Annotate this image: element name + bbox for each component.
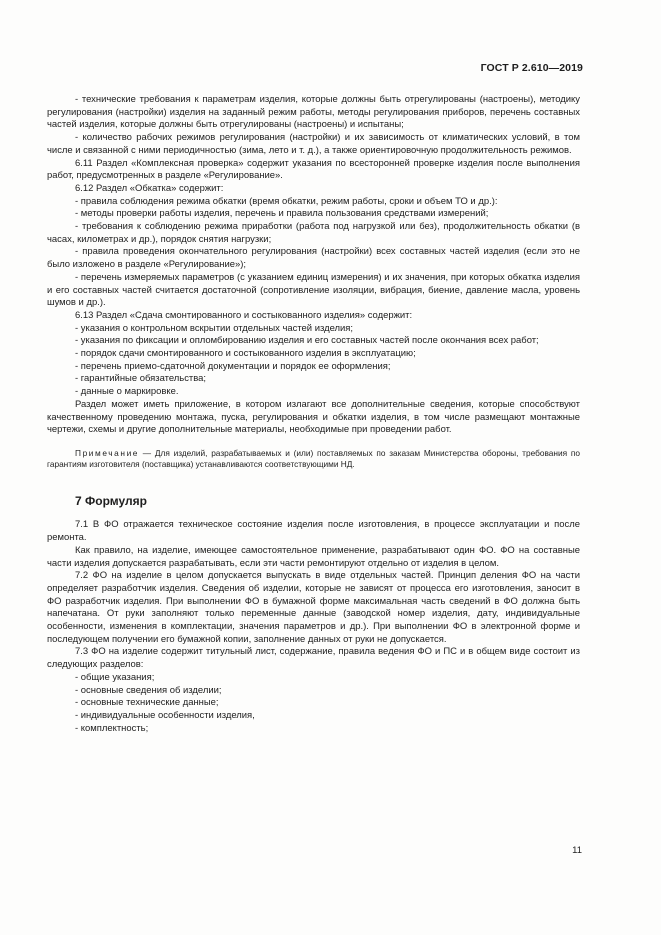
list-item: - индивидуальные особенности изделия, bbox=[75, 709, 255, 721]
section-title: 7 Формуляр bbox=[75, 494, 147, 509]
list-item: - правила проведения окончательного регулирования (настройки) всех составных частей изделия (если это не было изложено в разделе «Регулирование»); bbox=[47, 246, 580, 271]
list-item: - правила соблюдения режима обкатки (время обкатки, режим работы, сроки и объем ТО и др.): bbox=[75, 195, 498, 207]
clause-6-12: 6.12 Раздел «Обкатка» содержит: bbox=[75, 182, 224, 194]
list-item: - требования к соблюдению режима приработки (работа под нагрузкой или без), продолжительность обкатки (в часах, километрах и др.), порядок снятия нагрузки; bbox=[47, 221, 580, 245]
list-item: - перечень приемо-сдаточной документации и порядок ее оформления; bbox=[75, 360, 391, 372]
list-item: - гарантийные обязательства; bbox=[75, 373, 207, 385]
list-item: - комплектность; bbox=[75, 722, 149, 734]
list-item: - количество рабочих режимов регулирования (настройки) и их зависимость от климатических условий, в том числе и связанной с ними периодичностью (зима, лето и т. д.), а также ориентировочную продолжительность режимов. bbox=[47, 132, 580, 156]
note-label: Примечание bbox=[75, 447, 140, 458]
clause-6-11: 6.11 Раздел «Комплексная проверка» содержит указания по всесторонней проверке изделия после выполнения работ, предусмотренных в разделе «Регулирование». bbox=[47, 157, 580, 182]
note-text: — Для изделий, разрабатываемых и (или) поставляемых по заказам Министерства обороны, требования по гарантиям изготовителя (поставщика) устанавливаются соответствующими НД. bbox=[47, 447, 580, 470]
clause-7-1: 7.1 В ФО отражается техническое состояние изделия после изготовления, в процессе эксплуатации и после ремонта. bbox=[47, 519, 580, 544]
document-header: ГОСТ Р 2.610—2019 bbox=[480, 62, 583, 74]
page-body bbox=[47, 94, 580, 735]
list-item: - общие указания; bbox=[75, 671, 155, 683]
list-item: - указания по фиксации и опломбированию изделия и его составных частей после окончания всех работ; bbox=[75, 335, 539, 347]
list-item: - основные сведения об изделии; bbox=[75, 684, 222, 696]
list-item: - указания о контрольном вскрытии отдельных частей изделия; bbox=[75, 322, 354, 334]
list-item: - данные о маркировке. bbox=[75, 386, 179, 398]
clause-7-3: 7.3 ФО на изделие содержит титульный лист, содержание, правила ведения ФО и ПС и в общем виде состоит из следующих разделов: bbox=[47, 646, 580, 671]
paragraph: Как правило, на изделие, имеющее самостоятельное применение, разрабатывают один ФО. ФО на составные части изделия допускается разрабатывать, если эти части ремонтируют отдельно от изделия в целом. bbox=[47, 544, 580, 569]
list-item: - основные технические данные; bbox=[75, 697, 219, 709]
list-item: - перечень измеряемых параметров (с указанием единиц измерения) и их значения, при которых обкатка изделия и его составных частей считается достаточной (сопротивление изоляции, вибрация, биение, давление масла, уровень шумов и др.). bbox=[47, 271, 580, 309]
list-item: - технические требования к параметрам изделия, которые должны быть отрегулированы (настроены), методику регулирования (настройки) изделия на заданный режим работы, методы регулирования приборов, перечень составных частей изделия, которые должны быть отрегулированы (настроены) и испытаны; bbox=[47, 94, 580, 131]
list-item: - порядок сдачи смонтированного и состыкованного изделия в эксплуатацию; bbox=[75, 348, 416, 360]
clause-7-2: 7.2 ФО на изделие в целом допускается выпускать в виде отдельных частей. Принцип деления ФО на части определяет разработчик изделия. Сведения об изделии, которые не зависят от процесса его изготовления, заносит в ФО разработчик изделия. При выполнении ФО в бумажной форме максимальная часть сведений в ФО должна быть напечатана. От руки заполняют только переменные данные (заводской номер изделия, дату, индивидуальные особенности, изменения в комплектации, значения параметров и др.). При выполнении ФО в электронной форме и последующем получении его бумажной копии, заполнение данных от руки не допускается. bbox=[47, 570, 580, 645]
page-number: 11 bbox=[572, 845, 582, 856]
clause-6-13: 6.13 Раздел «Сдача смонтированного и состыкованного изделия» содержит: bbox=[75, 309, 413, 321]
note bbox=[47, 448, 580, 470]
list-item: - методы проверки работы изделия, перечень и правила пользования средствами измерений; bbox=[75, 208, 489, 220]
appendix-paragraph: Раздел может иметь приложение, в котором излагают все дополнительные сведения, которые способствуют качественному проведению монтажа, пуска, регулирования и обкатки изделия, в том числе размещают монтажные чертежи, схемы и другие дополнительные материалы, необходимые при проведении работ. bbox=[47, 398, 580, 436]
